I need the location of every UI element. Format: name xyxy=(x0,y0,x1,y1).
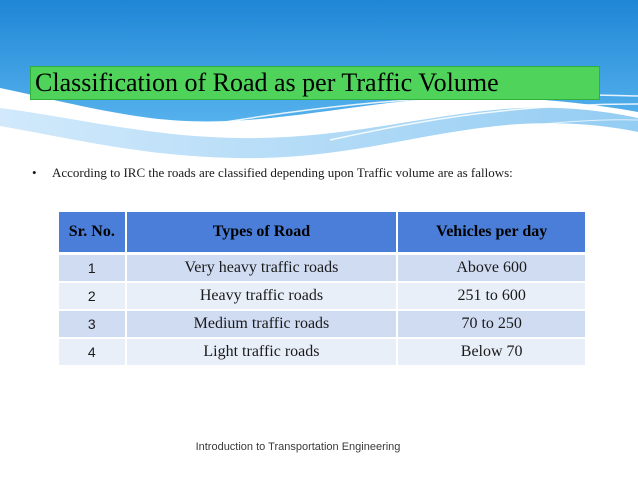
table-row xyxy=(59,282,585,310)
footer-text: Introduction to Transportation Engineering xyxy=(195,441,401,453)
title-banner xyxy=(30,66,600,100)
header-types-of-road: Types of Road xyxy=(126,212,398,254)
cell-vehicles: 70 to 250 xyxy=(397,310,585,338)
cell-sr-no: 2 xyxy=(59,282,126,310)
bullet-icon: • xyxy=(32,165,37,180)
table-row xyxy=(59,338,585,366)
intro-bullet xyxy=(32,165,632,181)
cell-vehicles: Above 600 xyxy=(397,254,585,283)
slide-footer xyxy=(0,441,600,453)
cell-road-type: Medium traffic roads xyxy=(126,310,398,338)
table-row xyxy=(59,310,585,338)
table-header-row xyxy=(59,212,585,254)
header-sr-no: Sr. No. xyxy=(59,212,126,254)
cell-sr-no: 3 xyxy=(59,310,126,338)
cell-road-type: Light traffic roads xyxy=(126,338,398,366)
cell-sr-no: 1 xyxy=(59,254,126,283)
table-row xyxy=(59,254,585,283)
road-classification-table xyxy=(59,212,585,367)
cell-road-type: Heavy traffic roads xyxy=(126,282,398,310)
header-vehicles-per-day: Vehicles per day xyxy=(397,212,585,254)
cell-road-type: Very heavy traffic roads xyxy=(126,254,398,283)
cell-vehicles: 251 to 600 xyxy=(397,282,585,310)
intro-text: According to IRC the roads are classified depending upon Traffic volume are as fallows: xyxy=(52,165,513,180)
cell-vehicles: Below 70 xyxy=(397,338,585,366)
cell-sr-no: 4 xyxy=(59,338,126,366)
slide-title: Classification of Road as per Traffic Volume xyxy=(35,68,499,97)
